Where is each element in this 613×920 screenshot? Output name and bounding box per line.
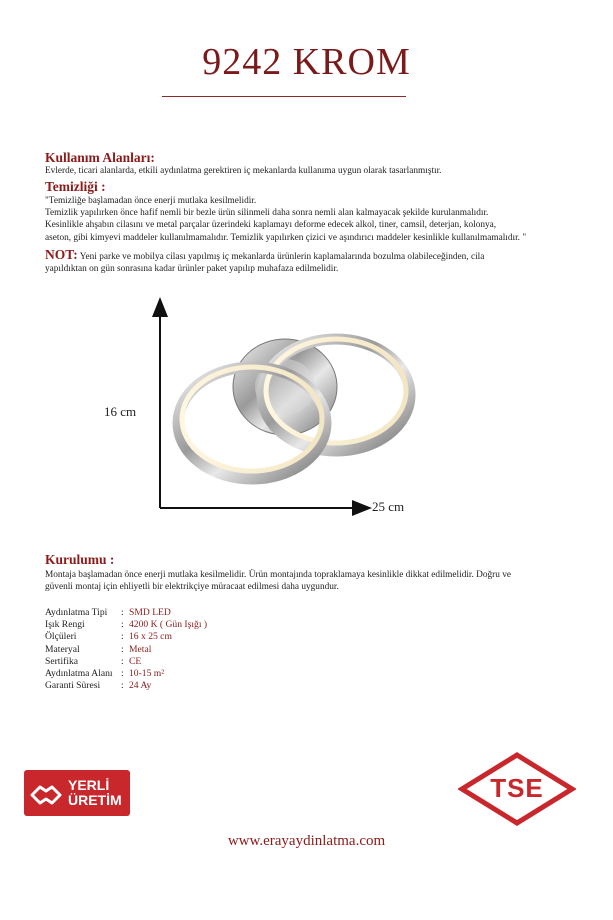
width-label: 25 cm (372, 499, 405, 514)
note-block (45, 249, 484, 275)
spec-label: Sertifika (45, 655, 79, 667)
usage-heading: Kullanım Alanları: (45, 150, 155, 165)
installation-text (45, 569, 511, 593)
spec-value: 24 Ay (129, 680, 152, 692)
cleaning-line: "Temizliğe başlamadan önce enerji mutlaka kesilmelidir. (45, 196, 257, 206)
cleaning-line: Kesinlikle ahşabın cilasını ve metal parçalar üzerindeki kaplamayı deforme edecek alkol, tiner, camsil, deterjan, kolonya, (45, 220, 497, 231)
spec-value: CE (129, 655, 142, 667)
usage-text: Evlerde, ticari alanlarda, etkili aydınlatma gerektiren iç mekanlarda kullanıma uygun olarak tasarlanmıştır. (45, 166, 442, 176)
height-label: 16 cm (104, 404, 137, 419)
cleaning-heading: Temizliği : (45, 179, 106, 194)
note-heading: NOT: (45, 247, 78, 262)
spec-row: Aydınlatma Alanı : 10-15 m² (45, 668, 165, 680)
installation-line-1: Montaja başlamadan önce enerji mutlaka kesilmelidir. Ürün montajında topraklamaya kesinlikle dikkat edilmelidir. Doğru ve (45, 570, 512, 580)
spec-label: Işık Rengi (45, 619, 85, 631)
spec-value: 16 x 25 cm (129, 631, 172, 643)
spec-row: Sertifika : CE (45, 655, 142, 667)
handshake-icon (28, 775, 64, 811)
note-line-2: yapıldıktan on gün sonrasına kadar ürünler paket yapılıp muhafaza edilmelidir. (45, 264, 339, 275)
installation-heading: Kurulumu : (45, 552, 115, 567)
spec-label: Garanti Süresi (45, 680, 101, 692)
installation-line-2: güvenli montaj için ehliyetli bir elektrikçiye müracaat edilmesi daha uygundur. (45, 582, 339, 593)
tse-logo (458, 751, 576, 827)
spec-label: Aydınlatma Alanı (45, 668, 113, 680)
spec-list (45, 607, 207, 692)
page-title: 9242 KROM (202, 41, 411, 83)
spec-value: 10-15 m² (129, 668, 165, 680)
note-line-1: Yeni parke ve mobilya cilası yapılmış iç mekanlarda ürünlerin kaplamalarında bozulma olabileceğinden, cila (79, 252, 485, 262)
spec-value: 4200 K ( Gün Işığı ) (129, 619, 208, 631)
spec-row: Garanti Süresi : 24 Ay (45, 680, 152, 692)
uretim-text: ÜRETİM (68, 792, 122, 808)
yerli-uretim-logo (24, 770, 130, 816)
tse-text: TSE (490, 773, 544, 803)
product-illustration (0, 295, 613, 525)
spec-row: Işık Rengi : 4200 K ( Gün Işığı ) (45, 619, 208, 631)
cleaning-text (45, 195, 526, 244)
title-underline (162, 96, 406, 97)
spec-label: Aydınlatma Tipi (45, 607, 108, 618)
spec-value: SMD LED (129, 607, 171, 618)
cleaning-line: aseton, gibi kimyevi maddeler kullanılmamalıdır. Temizlik yapılırken çizici ve aşındırıcı maddeler kesinlikle kullanılmamalıdır. " (45, 232, 527, 243)
cleaning-line: Temizlik yapılırken önce hafif nemli bir bezle ürün silinmeli daha sonra nemli alan kalmayacak şekilde kurulanmalıdır. (45, 208, 489, 219)
spec-label: Materyal (45, 643, 80, 655)
spec-value: Metal (129, 643, 152, 655)
spec-row: Materyal : Metal (45, 643, 152, 655)
spec-row: Aydınlatma Tipi : SMD LED (45, 607, 171, 618)
spec-label: Ölçüleri (45, 631, 77, 643)
yerli-text: YERLİ (68, 777, 110, 793)
spec-row: Ölçüleri : 16 x 25 cm (45, 631, 172, 643)
website-link[interactable]: www.erayaydinlatma.com (227, 833, 386, 849)
